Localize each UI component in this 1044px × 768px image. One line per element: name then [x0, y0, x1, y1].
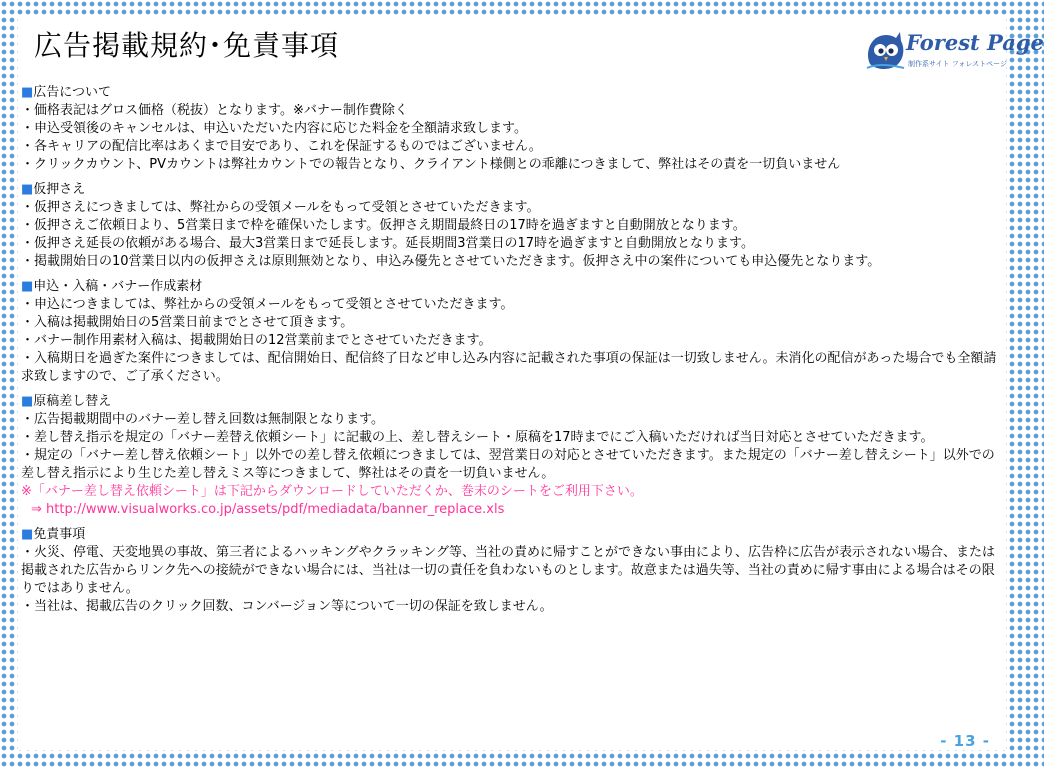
terms-line: ・差し替え指示を規定の「バナー差替え依頼シート」に記載の上、差し替えシート・原稿を17時までにご入稿いただければ当日対応とさせていただきます。 [21, 430, 934, 445]
terms-line: ・広告掲載期間中のバナー差し替え回数は無制限となります。 [21, 412, 384, 427]
section-heading [21, 393, 1001, 411]
square-bullet-icon: ■ [21, 279, 34, 294]
terms-section [21, 393, 1001, 519]
terms-section [21, 84, 1001, 174]
terms-line: ・申込受領後のキャンセルは、申込いただいた内容に応じた料金を全額請求致します。 [21, 121, 527, 136]
section-heading-text: 申込・入稿・バナー作成素材 [33, 279, 203, 294]
page-number: - 13 - [940, 732, 990, 750]
download-note: ※「バナー差し替え依頼シート」は下記からダウンロードしていただくか、巻末のシートをご利用下さい。 [21, 484, 643, 499]
terms-section [21, 526, 1001, 616]
banner-sheet-download-link[interactable]: ⇒ http://www.visualworks.co.jp/assets/pdf/mediadata/banner_replace.xls [31, 502, 505, 517]
terms-line: ・仮押さえ延長の依頼がある場合、最大3営業日まで延長します。延長期間3営業日の17時を過ぎますと自動開放となります。 [21, 236, 755, 251]
terms-section [21, 181, 1001, 271]
terms-line: ・入稿期日を過ぎた案件につきましては、配信開始日、配信終了日など申し込み内容に記載された事項の保証は一切致しません。未消化の配信があった場合でも全額請求致しますので、ご了承ください。 [21, 351, 997, 384]
terms-line: ・火災、停電、天変地異の事故、第三者によるハッキングやクラッキング等、当社の責めに帰すことができない事由により、広告枠に広告が表示されない場合、または掲載された広告からリンク先への接続ができない場合には、当社は一切の責任を負わないものとします。故意または過失等、当社の責めに帰す事由による場合はその限りではありません。 [21, 545, 995, 596]
section-heading-text: 広告について [33, 85, 112, 100]
owl-mascot-icon [864, 28, 906, 72]
section-heading-text: 原稿差し替え [33, 394, 112, 409]
terms-content [21, 84, 1001, 623]
terms-line: ・各キャリアの配信比率はあくまで目安であり、これを保証するものではございません。 [21, 139, 542, 154]
terms-line: ・掲載開始日の10営業日以内の仮押さえは原則無効となり、申込み優先とさせていただきます。仮押さえ中の案件についても申込優先となります。 [21, 254, 881, 269]
square-bullet-icon: ■ [21, 85, 34, 100]
terms-line: ・申込につきましては、弊社からの受領メールをもって受領とさせていただきます。 [21, 297, 514, 312]
section-heading [21, 278, 1001, 296]
logo-text: Forest Page [906, 30, 1044, 55]
terms-section [21, 278, 1001, 386]
section-heading [21, 181, 1001, 199]
terms-line: ・バナー制作用素材入稿は、掲載開始日の12営業前までとさせていただきます。 [21, 333, 492, 348]
section-heading [21, 526, 1001, 544]
terms-line: ・入稿は掲載開始日の5営業日前までとさせて頂きます。 [21, 315, 354, 330]
forest-page-logo [864, 26, 1044, 74]
terms-line: ・規定の「バナー差し替え依頼シート」以外での差し替え依頼につきましては、翌営業日の対応とさせていただきます。また規定の「バナー差し替えシート」以外での差し替え指示により生じた差し替えミス等につきまして、弊社はその責を一切負いません。 [21, 448, 995, 481]
logo-subtitle: 制作系サイト フォレストページ [908, 60, 1008, 68]
section-heading-text: 仮押さえ [33, 182, 86, 197]
terms-line: ・仮押さえご依頼日より、5営業日まで枠を確保いたします。仮押さえ期間最終日の17時を過ぎますと自動開放となります。 [21, 218, 746, 233]
square-bullet-icon: ■ [21, 394, 34, 409]
terms-line: ・仮押さえにつきましては、弊社からの受領メールをもって受領とさせていただきます。 [21, 200, 540, 215]
slide [18, 16, 1044, 750]
section-heading [21, 84, 1001, 102]
section-heading-text: 免責事項 [33, 527, 86, 542]
page-title: 広告掲載規約･免責事項 [34, 29, 340, 62]
square-bullet-icon: ■ [21, 182, 34, 197]
terms-line: ・当社は、掲載広告のクリック回数、コンバージョン等について一切の保証を致しません。 [21, 599, 553, 614]
square-bullet-icon: ■ [21, 527, 34, 542]
terms-line: ・価格表記はグロス価格（税抜）となります。※バナー制作費除く [21, 103, 408, 118]
terms-line: ・クリックカウント、PVカウントは弊社カウントでの報告となり、クライアント様側との乖離につきまして、弊社はその責を一切負いません [21, 157, 841, 172]
